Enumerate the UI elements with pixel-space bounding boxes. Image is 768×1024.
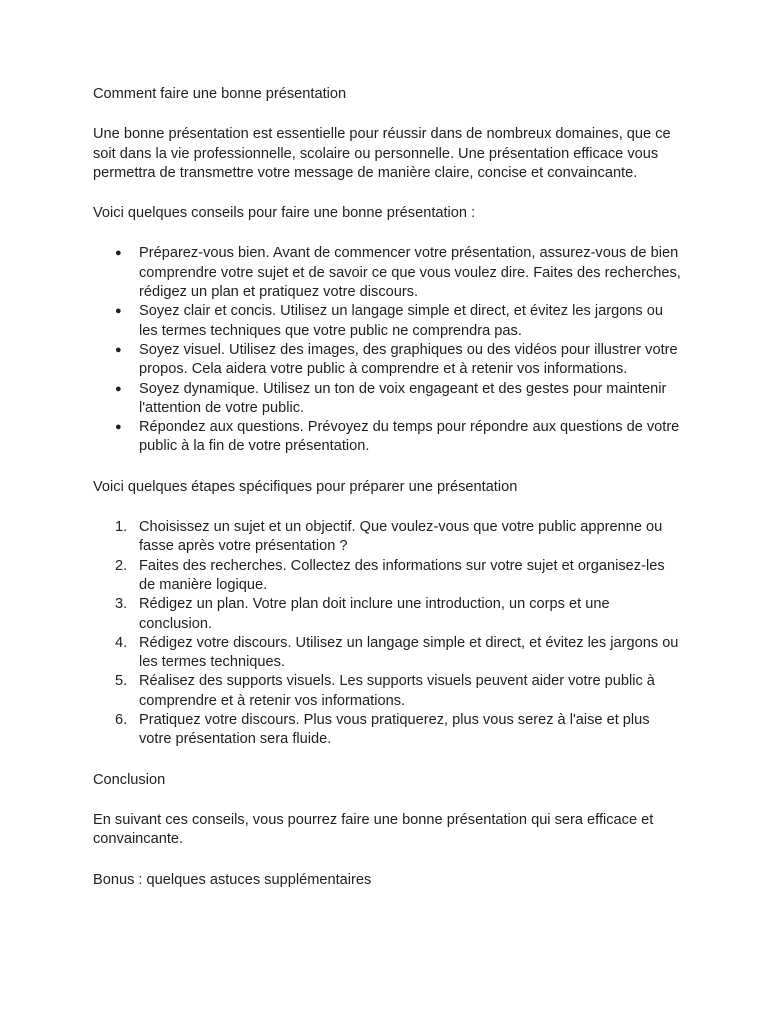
tips-heading: Voici quelques conseils pour faire une bonne présentation :: [93, 205, 476, 222]
list-item: Pratiquez votre discours. Plus vous pratiquerez, plus vous serez à l'aise et plus votre présentation sera fluide.: [139, 712, 650, 748]
list-item: ● Soyez dynamique. Utilisez un ton de voix engageant et des gestes pour maintenir l'attention de votre public.: [139, 380, 683, 419]
document-title: Comment faire une bonne présentation: [93, 86, 347, 102]
list-item: ● Soyez clair et concis. Utilisez un langage simple et direct, et évitez les jargons ou les termes techniques que votre public ne comprendra pas.: [139, 302, 683, 341]
list-item: ● Répondez aux questions. Prévoyez du temps pour répondre aux questions de votre public à la fin de votre présentation.: [139, 418, 683, 457]
list-item: ● Préparez-vous bien. Avant de commencer votre présentation, assurez-vous de bien comprendre votre sujet et de savoir ce que vous voulez dire. Faites des recherches, rédigez un plan et pratiquez votre discours.: [139, 244, 683, 302]
list-item: Rédigez votre discours. Utilisez un langage simple et direct, et évitez les jargons ou les termes techniques.: [139, 634, 679, 671]
bonus-heading: Bonus : quelques astuces supplémentaires: [93, 871, 372, 888]
list-item: Faites des recherches. Collectez des informations sur votre sujet et organisez-les de manière logique.: [139, 557, 665, 593]
list-item: Rédigez un plan. Votre plan doit inclure une introduction, un corps et une conclusion.: [139, 596, 610, 632]
list-item: Choisissez un sujet et un objectif. Que voulez-vous que votre public apprenne ou fasse après votre présentation ?: [139, 519, 663, 555]
document-page: [93, 85, 683, 911]
conclusion-heading: Conclusion: [93, 771, 166, 788]
steps-heading: Voici quelques étapes spécifiques pour préparer une présentation: [93, 478, 518, 495]
steps-list: [93, 518, 683, 750]
tips-list: [93, 244, 683, 456]
intro-paragraph: Une bonne présentation est essentielle pour réussir dans de nombreux domaines, que ce soit dans la vie professionnelle, scolaire ou personnelle. Une présentation efficace vous permettra de transmettre votre message de manière claire, concise et convaincante.: [93, 126, 671, 181]
list-item: Réalisez des supports visuels. Les supports visuels peuvent aider votre public à comprendre et à retenir vos informations.: [139, 673, 655, 709]
conclusion-paragraph: En suivant ces conseils, vous pourrez faire une bonne présentation qui sera efficace et convaincante.: [93, 811, 654, 848]
list-item: ● Soyez visuel. Utilisez des images, des graphiques ou des vidéos pour illustrer votre propos. Cela aidera votre public à comprendre et à retenir vos informations.: [139, 341, 683, 380]
